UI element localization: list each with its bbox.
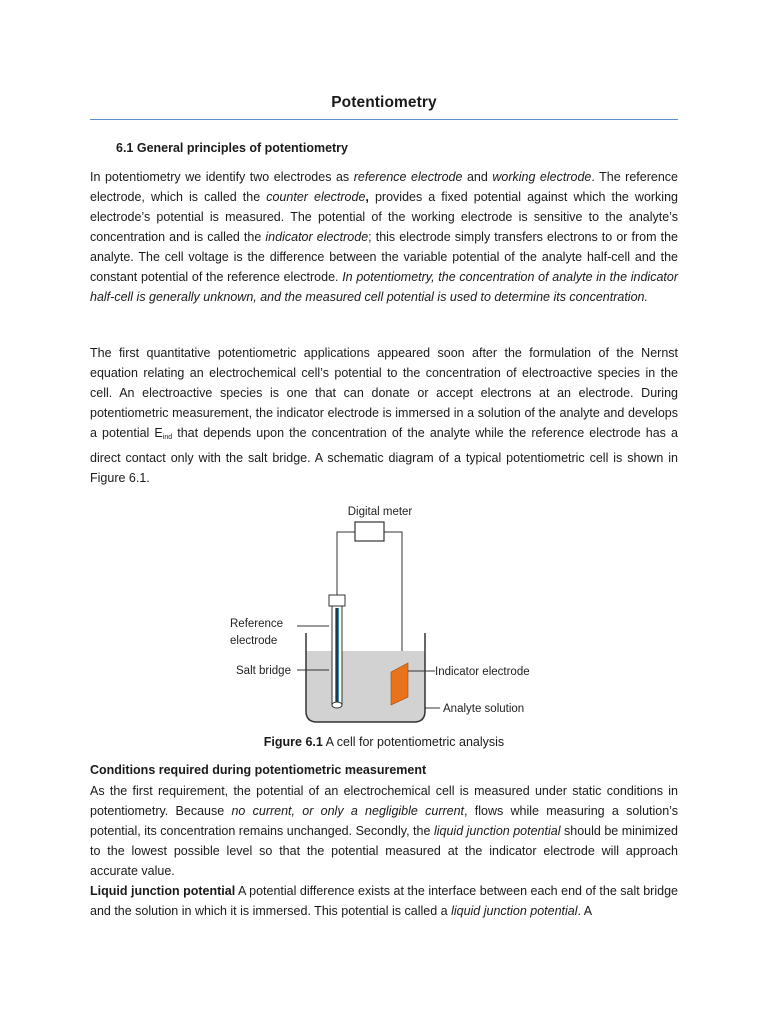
- paragraph-history: [90, 343, 678, 488]
- bold-comma: ,: [365, 190, 369, 204]
- text-run: that depends upon the concentration of the analyte while the reference electrode has a direct contact only with the salt bridge. A schematic diagram of a typical potentiometric cell is shown in Figure 6.1.: [90, 426, 678, 485]
- text-run: In potentiometry we identify two electrodes as: [90, 170, 354, 184]
- italic-term: no current, or only a negligible current: [231, 804, 465, 818]
- label-reference-line2: electrode: [230, 635, 278, 647]
- italic-term: working electrode: [492, 170, 592, 184]
- text-run: . A: [577, 904, 593, 918]
- wire-indicator: [384, 532, 402, 668]
- figure-caption: [0, 735, 768, 749]
- bold-lead: Liquid junction potential: [90, 884, 236, 898]
- label-indicator-electrode: Indicator electrode: [435, 666, 530, 678]
- cell-diagram: [225, 500, 545, 730]
- italic-sentence: In potentiometry, the concentration of analyte in the indicator half-cell is generally unknown, and the measured cell potential is used to determine its concentration.: [90, 270, 678, 304]
- label-salt-bridge: Salt bridge: [236, 665, 291, 677]
- text-run: As the first requirement, the potential of an electrochemical cell is measured under static conditions in potentiometry. Because: [90, 784, 678, 818]
- italic-term: counter electrode: [266, 190, 366, 204]
- label-analyte-solution: Analyte solution: [443, 703, 525, 715]
- italic-term: reference electrode: [353, 170, 463, 184]
- paragraph-conditions: [90, 781, 678, 881]
- potentiometric-cell-figure: [225, 500, 545, 730]
- wire-reference: [337, 532, 355, 595]
- salt-bridge-tip: [332, 702, 342, 708]
- title-divider: [90, 119, 678, 120]
- italic-term: liquid junction potential: [451, 904, 578, 918]
- italic-term: indicator electrode: [265, 230, 369, 244]
- text-run: provides a fixed potential against which the working electrode’s potential is measured. The potential of the working electrode is sensitive to the analyte’s concentration and is called the: [90, 190, 678, 244]
- text-run: should be minimized to the lowest possible level so that the potential measured at the indicator electrode will approach accurate value.: [90, 824, 679, 878]
- conditions-heading: Conditions required during potentiometric measurement: [90, 763, 427, 777]
- text-run: The first quantitative potentiometric applications appeared soon after the formulation of the Nernst equation relating an electrochemical cell’s potential to the concentration of electroactive species in the cell. An electroactive species is one that can donate or accept electrons at an electrode. During potentiometric measurement, the indicator electrode is immersed in a solution of the analyte and develops a potential E: [90, 346, 678, 440]
- label-reference-line1: Reference: [230, 618, 284, 630]
- reference-electrode-cap: [329, 595, 345, 606]
- text-run: . The reference electrode, which is called the: [90, 170, 678, 204]
- text-run: A potential difference exists at the interface between each end of the salt bridge and the solution in which it is immersed. This potential is called a: [90, 884, 678, 918]
- paragraph-liquid-junction: [90, 881, 678, 921]
- digital-meter-box: [355, 522, 384, 541]
- section-heading: 6.1 General principles of potentiometry: [116, 141, 349, 155]
- italic-term: liquid junction potential: [433, 824, 561, 838]
- subscript-ind: ind: [162, 434, 173, 441]
- caption-label: Figure 6.1: [263, 735, 323, 749]
- text-run: ; this electrode simply transfers electrons to or from the analyte. The cell voltage is the difference between the variable potential of the analyte half-cell and the constant potential of the reference electrode.: [90, 230, 678, 284]
- paragraph-intro: [90, 167, 678, 307]
- page-title: Potentiometry: [331, 94, 437, 111]
- caption-text: A cell for potentiometric analysis: [322, 735, 505, 749]
- text-run: , flows while measuring a solution’s potential, its concentration remains unchanged. Secondly, the: [90, 804, 678, 838]
- label-digital-meter: Digital meter: [347, 506, 413, 518]
- text-run: and: [462, 170, 493, 184]
